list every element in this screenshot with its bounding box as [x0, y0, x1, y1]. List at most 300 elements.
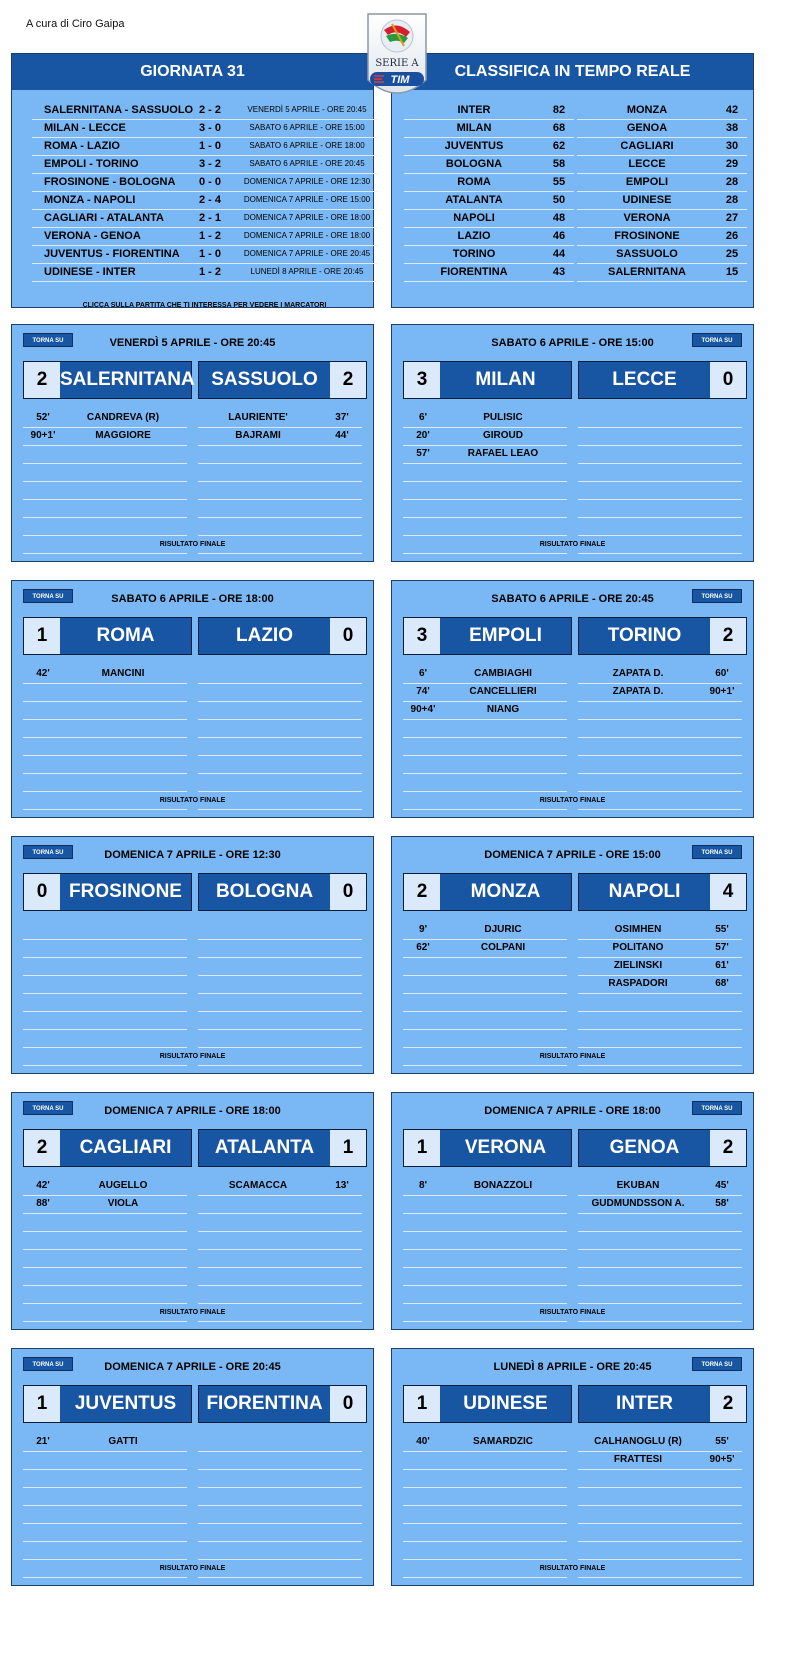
standings-row — [404, 119, 574, 138]
schedule-teams-link[interactable]: EMPOLI - TORINO — [44, 158, 139, 170]
home-scorer-row — [23, 1541, 187, 1560]
home-scorer-row — [23, 481, 187, 500]
final-result-label: RISULTATO FINALE — [539, 1565, 606, 1572]
away-team-box — [578, 873, 747, 911]
standings-row — [577, 209, 747, 228]
match-date: DOMENICA 7 APRILE - ORE 20:45 — [104, 1361, 281, 1373]
away-team-name: LAZIO — [236, 625, 293, 646]
schedule-score: 1 - 0 — [198, 140, 221, 152]
home-scorer-row — [23, 1011, 187, 1030]
schedule-teams-link[interactable]: FROSINONE - BOLOGNA — [44, 176, 176, 188]
away-scorer-row — [198, 1213, 362, 1232]
scorer-name: BONAZZOLI — [473, 1180, 533, 1191]
away-scorer-row — [578, 1195, 742, 1214]
schedule-teams-link[interactable]: ROMA - LAZIO — [44, 140, 120, 152]
standings-team: TORINO — [452, 248, 496, 260]
scorer-name: GATTI — [108, 1436, 138, 1447]
match-date: DOMENICA 7 APRILE - ORE 18:00 — [484, 1105, 661, 1117]
back-to-top-button[interactable]: TORNA SU — [692, 589, 742, 603]
scorer-name: DJURIC — [484, 924, 522, 935]
scorer-name: BAJRAMI — [235, 430, 281, 441]
final-result-label: RISULTATO FINALE — [539, 1309, 606, 1316]
standings-points: 27 — [725, 212, 739, 224]
standings-points: 55 — [552, 176, 566, 188]
schedule-teams-link[interactable]: VERONA - GENOA — [44, 230, 141, 242]
away-score: 1 — [330, 1130, 366, 1166]
home-scorer-row — [403, 975, 567, 994]
home-team-box — [23, 873, 192, 911]
match-date: DOMENICA 7 APRILE - ORE 12:30 — [104, 849, 281, 861]
away-scorer-row — [198, 1541, 362, 1560]
home-scorer-row — [403, 1433, 567, 1452]
home-team-box — [403, 617, 572, 655]
away-scorer-row — [578, 1451, 742, 1470]
schedule-row[interactable] — [32, 101, 377, 120]
away-scorer-row — [578, 481, 742, 500]
away-scorer-row — [578, 1541, 742, 1560]
away-team-box — [578, 361, 747, 399]
home-team-box — [23, 1129, 192, 1167]
standings-row — [577, 155, 747, 174]
standings-row — [404, 137, 574, 156]
away-scorer-row — [198, 1267, 362, 1286]
away-scorer-row — [578, 1029, 742, 1048]
standings-points: 62 — [552, 140, 566, 152]
standings-points: 28 — [725, 194, 739, 206]
standings-points: 50 — [552, 194, 566, 206]
back-to-top-button[interactable]: TORNA SU — [23, 845, 73, 859]
away-scorer-row — [578, 517, 742, 536]
standings-team: CAGLIARI — [620, 140, 674, 152]
away-scorer-row — [198, 1195, 362, 1214]
standings-row — [577, 263, 747, 282]
away-scorer-row — [198, 481, 362, 500]
scorer-name: SCAMACCA — [228, 1180, 288, 1191]
away-scorer-row — [578, 1505, 742, 1524]
schedule-score: 2 - 2 — [198, 104, 221, 116]
away-score: 4 — [710, 874, 746, 910]
away-scorer-row — [578, 683, 742, 702]
away-scorer-row — [578, 445, 742, 464]
match-date: DOMENICA 7 APRILE - ORE 15:00 — [484, 849, 661, 861]
home-scorer-row — [23, 1177, 187, 1196]
scorer-name: RAFAEL LEAO — [467, 448, 539, 459]
home-scorer-row — [23, 1267, 187, 1286]
home-team-name: UDINESE — [463, 1393, 548, 1414]
scorer-name: POLITANO — [612, 942, 664, 953]
home-scorer-row — [23, 1433, 187, 1452]
schedule-teams-link[interactable]: SALERNITANA - SASSUOLO — [44, 104, 194, 116]
scorer-minute: 60' — [715, 668, 729, 679]
away-scorer-row — [198, 1451, 362, 1470]
schedule-row[interactable] — [32, 119, 377, 138]
standings-team: BOLOGNA — [445, 158, 503, 170]
away-team-box — [198, 873, 367, 911]
home-scorer-row — [403, 683, 567, 702]
home-scorer-row — [403, 499, 567, 518]
schedule-teams-link[interactable]: MONZA - NAPOLI — [44, 194, 136, 206]
away-score: 2 — [330, 362, 366, 398]
standings-points: 26 — [725, 230, 739, 242]
scorer-minute: 6' — [419, 412, 427, 423]
away-scorer-row — [578, 1469, 742, 1488]
home-team-name: VERONA — [464, 1137, 547, 1158]
schedule-row[interactable] — [32, 245, 377, 264]
scorer-minute: 57' — [416, 448, 430, 459]
final-result-label: RISULTATO FINALE — [159, 1053, 226, 1060]
standings-points: 38 — [725, 122, 739, 134]
home-scorer-row — [403, 1011, 567, 1030]
schedule-score: 1 - 0 — [198, 248, 221, 260]
svg-text:SERIE A: SERIE A — [375, 58, 419, 69]
home-team-name: SALERNITANA — [60, 369, 195, 390]
schedule-teams-link[interactable]: CAGLIARI - ATALANTA — [44, 212, 164, 224]
home-scorer-row — [403, 773, 567, 792]
schedule-score: 2 - 4 — [198, 194, 221, 206]
schedule-title: GIORNATA 31 — [12, 54, 373, 90]
back-to-top-button[interactable]: TORNA SU — [23, 1101, 73, 1115]
scorer-minute: 62' — [416, 942, 430, 953]
schedule-teams-link[interactable]: MILAN - LECCE — [44, 122, 126, 134]
away-team-box — [198, 1385, 367, 1423]
back-to-top-button[interactable]: TORNA SU — [23, 589, 73, 603]
scorer-name: CALHANOGLU (R) — [594, 1436, 682, 1447]
standings-team: SALERNITANA — [607, 266, 686, 278]
schedule-row[interactable] — [32, 137, 377, 156]
away-scorer-row — [578, 1231, 742, 1250]
scorer-minute: 13' — [335, 1180, 349, 1191]
final-result-label: RISULTATO FINALE — [539, 797, 606, 804]
home-team-name: CAGLIARI — [79, 1137, 172, 1158]
match-date: SABATO 6 APRILE - ORE 18:00 — [111, 593, 274, 605]
scorer-minute: 90+4' — [410, 704, 436, 715]
standings-row — [404, 209, 574, 228]
away-scorer-row — [578, 993, 742, 1012]
home-scorer-row — [403, 1213, 567, 1232]
match-date: LUNEDÌ 8 APRILE - ORE 20:45 — [493, 1361, 652, 1373]
standings-team: FROSINONE — [614, 230, 680, 242]
away-scorer-row — [198, 1487, 362, 1506]
scorer-minute: 40' — [416, 1436, 430, 1447]
standings-title: CLASSIFICA IN TEMPO REALE — [392, 54, 753, 90]
away-scorer-row — [578, 921, 742, 940]
standings-row — [404, 245, 574, 264]
scorer-minute: 8' — [419, 1180, 427, 1191]
scorer-minute: 57' — [715, 942, 729, 953]
home-scorer-row — [403, 737, 567, 756]
scorer-name: PULISIC — [483, 412, 523, 423]
schedule-row[interactable] — [32, 155, 377, 174]
away-scorer-row — [578, 773, 742, 792]
svg-text:TIM: TIM — [390, 74, 410, 86]
match-panel — [391, 1092, 754, 1330]
schedule-note: CLICCA SULLA PARTITA CHE TI INTERESSA PER VEDERE I MARCATORI — [82, 302, 327, 309]
home-scorer-row — [403, 1177, 567, 1196]
back-to-top-button[interactable]: TORNA SU — [692, 845, 742, 859]
home-scorer-row — [23, 993, 187, 1012]
home-team-name: FROSINONE — [69, 881, 182, 902]
scorer-name: MAGGIORE — [95, 430, 151, 441]
scorer-minute: 68' — [715, 978, 729, 989]
standings-team: ATALANTA — [445, 194, 503, 206]
schedule-row[interactable] — [32, 191, 377, 210]
away-scorer-row — [198, 1029, 362, 1048]
home-team-box — [23, 617, 192, 655]
home-scorer-row — [23, 1213, 187, 1232]
schedule-score: 1 - 2 — [198, 230, 221, 242]
home-scorer-row — [23, 701, 187, 720]
home-scorer-row — [23, 665, 187, 684]
final-result-label: RISULTATO FINALE — [539, 541, 606, 548]
schedule-teams-link[interactable]: JUVENTUS - FIORENTINA — [44, 248, 180, 260]
home-scorer-row — [403, 517, 567, 536]
schedule-date: SABATO 6 APRILE - ORE 20:45 — [249, 159, 365, 168]
home-scorer-row — [403, 427, 567, 446]
home-score: 2 — [404, 874, 440, 910]
away-score: 0 — [710, 362, 746, 398]
schedule-score: 3 - 2 — [198, 158, 221, 170]
away-scorer-row — [578, 1011, 742, 1030]
away-scorer-row — [198, 409, 362, 428]
scorer-name: CANCELLIERI — [469, 686, 537, 697]
away-scorer-row — [198, 1523, 362, 1542]
serie-a-logo — [362, 10, 432, 106]
away-team-box — [578, 1385, 747, 1423]
home-scorer-row — [403, 957, 567, 976]
back-to-top-button[interactable]: TORNA SU — [23, 333, 73, 347]
standings-points: 25 — [725, 248, 739, 260]
scorer-name: CAMBIAGHI — [474, 668, 532, 679]
scorer-name: MANCINI — [101, 668, 145, 679]
home-scorer-row — [403, 1487, 567, 1506]
scorer-name: SAMARDZIC — [473, 1436, 533, 1447]
standings-team: MONZA — [626, 104, 668, 116]
home-scorer-row — [403, 755, 567, 774]
away-scorer-row — [578, 427, 742, 446]
home-scorer-row — [23, 1249, 187, 1268]
scorer-minute: 6' — [419, 668, 427, 679]
schedule-score: 3 - 0 — [198, 122, 221, 134]
scorer-minute: 45' — [715, 1180, 729, 1191]
back-to-top-button[interactable]: TORNA SU — [692, 333, 742, 347]
home-scorer-row — [23, 517, 187, 536]
away-team-box — [198, 1129, 367, 1167]
home-scorer-row — [403, 1505, 567, 1524]
standings-points: 58 — [552, 158, 566, 170]
standings-row — [577, 245, 747, 264]
standings-row — [577, 191, 747, 210]
standings-row — [404, 227, 574, 246]
home-team-name: MONZA — [470, 881, 541, 902]
schedule-date: SABATO 6 APRILE - ORE 15:00 — [249, 123, 365, 132]
home-scorer-row — [23, 975, 187, 994]
home-score: 2 — [24, 362, 60, 398]
away-team-name: NAPOLI — [608, 881, 681, 902]
home-scorer-row — [403, 445, 567, 464]
home-scorer-row — [23, 445, 187, 464]
home-scorer-row — [403, 1451, 567, 1470]
schedule-row[interactable] — [32, 227, 377, 246]
standings-points: 28 — [725, 176, 739, 188]
home-scorer-row — [23, 463, 187, 482]
home-scorer-row — [403, 1249, 567, 1268]
home-scorer-row — [23, 719, 187, 738]
scorer-name: NIANG — [486, 704, 520, 715]
away-scorer-row — [198, 1231, 362, 1250]
home-scorer-row — [23, 1285, 187, 1304]
standings-team: ROMA — [457, 176, 491, 188]
home-scorer-row — [403, 921, 567, 940]
standings-row — [404, 191, 574, 210]
home-score: 1 — [404, 1130, 440, 1166]
away-scorer-row — [198, 773, 362, 792]
away-scorer-row — [198, 499, 362, 518]
scorer-name: ZIELINSKI — [613, 960, 663, 971]
home-scorer-row — [23, 1029, 187, 1048]
schedule-row[interactable] — [32, 173, 377, 192]
standings-row — [577, 173, 747, 192]
away-score: 0 — [330, 1386, 366, 1422]
home-scorer-row — [403, 993, 567, 1012]
back-to-top-button[interactable]: TORNA SU — [692, 1101, 742, 1115]
scorer-name: COLPANI — [480, 942, 526, 953]
home-scorer-row — [23, 427, 187, 446]
scorer-minute: 42' — [36, 668, 50, 679]
home-scorer-row — [403, 1523, 567, 1542]
back-to-top-button[interactable]: TORNA SU — [23, 1357, 73, 1371]
away-team-name: BOLOGNA — [215, 881, 314, 902]
away-scorer-row — [578, 975, 742, 994]
home-team-box — [403, 1385, 572, 1423]
home-scorer-row — [403, 1541, 567, 1560]
scorer-minute: 9' — [419, 924, 427, 935]
schedule-date: DOMENICA 7 APRILE - ORE 20:45 — [243, 249, 371, 258]
standings-team: UDINESE — [622, 194, 672, 206]
scorer-name: VIOLA — [107, 1198, 139, 1209]
back-to-top-button[interactable]: TORNA SU — [692, 1357, 742, 1371]
scorer-name: ZAPATA D. — [612, 686, 664, 697]
standings-team: FIORENTINA — [440, 266, 508, 278]
away-scorer-row — [198, 921, 362, 940]
home-score: 1 — [24, 618, 60, 654]
away-score: 2 — [710, 1130, 746, 1166]
match-panel — [391, 1348, 754, 1586]
away-scorer-row — [578, 755, 742, 774]
standings-points: 44 — [552, 248, 566, 260]
away-scorer-row — [578, 939, 742, 958]
standings-team: GENOA — [626, 122, 668, 134]
home-scorer-row — [403, 1469, 567, 1488]
standings-points: 48 — [552, 212, 566, 224]
away-scorer-row — [198, 1177, 362, 1196]
away-scorer-row — [578, 737, 742, 756]
away-scorer-row — [198, 1469, 362, 1488]
match-panel — [391, 580, 754, 818]
scorer-minute: 90+1' — [30, 430, 56, 441]
home-team-box — [23, 361, 195, 399]
match-panel — [11, 1092, 374, 1330]
schedule-date: DOMENICA 7 APRILE - ORE 15:00 — [243, 195, 371, 204]
standings-team: EMPOLI — [625, 176, 669, 188]
standings-row — [577, 137, 747, 156]
scorer-name: GIROUD — [483, 430, 523, 441]
schedule-row[interactable] — [32, 209, 377, 228]
away-scorer-row — [198, 665, 362, 684]
scorer-minute: 61' — [715, 960, 729, 971]
away-team-name: SASSUOLO — [211, 369, 318, 390]
away-scorer-row — [198, 445, 362, 464]
home-scorer-row — [23, 921, 187, 940]
away-scorer-row — [198, 1249, 362, 1268]
scorer-minute: 55' — [715, 924, 729, 935]
away-scorer-row — [198, 701, 362, 720]
away-scorer-row — [198, 719, 362, 738]
away-scorer-row — [578, 463, 742, 482]
home-score: 3 — [404, 618, 440, 654]
home-scorer-row — [23, 1469, 187, 1488]
away-scorer-row — [578, 1523, 742, 1542]
away-team-name: INTER — [616, 1393, 673, 1414]
away-scorer-row — [198, 1505, 362, 1524]
home-score: 1 — [404, 1386, 440, 1422]
home-scorer-row — [23, 773, 187, 792]
scorer-name: LAURIENTE' — [228, 412, 288, 423]
match-date: DOMENICA 7 APRILE - ORE 18:00 — [104, 1105, 281, 1117]
home-scorer-row — [403, 1267, 567, 1286]
home-team-name: ROMA — [96, 625, 155, 646]
standings-team: LECCE — [628, 158, 666, 170]
standings-row — [577, 227, 747, 246]
schedule-date: DOMENICA 7 APRILE - ORE 18:00 — [243, 231, 371, 240]
match-date: SABATO 6 APRILE - ORE 15:00 — [491, 337, 654, 349]
home-score: 1 — [24, 1386, 60, 1422]
away-team-box — [198, 617, 367, 655]
home-score: 2 — [24, 1130, 60, 1166]
scorer-minute: 21' — [36, 1436, 50, 1447]
standings-points: 43 — [552, 266, 566, 278]
scorer-minute: 88' — [36, 1198, 50, 1209]
home-scorer-row — [23, 1523, 187, 1542]
home-scorer-row — [23, 683, 187, 702]
schedule-date: VENERDÌ 5 APRILE - ORE 20:45 — [247, 105, 367, 114]
home-scorer-row — [403, 939, 567, 958]
home-scorer-row — [403, 1029, 567, 1048]
schedule-row[interactable] — [32, 263, 377, 282]
home-team-box — [403, 1129, 572, 1167]
away-scorer-row — [578, 1285, 742, 1304]
final-result-label: RISULTATO FINALE — [159, 541, 226, 548]
scorer-minute: 52' — [36, 412, 50, 423]
away-scorer-row — [578, 1213, 742, 1232]
match-date: SABATO 6 APRILE - ORE 20:45 — [491, 593, 654, 605]
standings-points: 46 — [552, 230, 566, 242]
home-scorer-row — [403, 1231, 567, 1250]
standings-row — [577, 119, 747, 138]
home-scorer-row — [23, 1505, 187, 1524]
schedule-teams-link[interactable]: UDINESE - INTER — [44, 266, 136, 278]
away-scorer-row — [578, 1487, 742, 1506]
standings-team: JUVENTUS — [444, 140, 504, 152]
home-scorer-row — [403, 665, 567, 684]
match-date: VENERDÌ 5 APRILE - ORE 20:45 — [109, 337, 276, 349]
schedule-date: DOMENICA 7 APRILE - ORE 12:30 — [243, 177, 371, 186]
away-score: 2 — [710, 618, 746, 654]
away-scorer-row — [198, 755, 362, 774]
home-team-box — [403, 361, 572, 399]
match-panel — [391, 324, 754, 562]
home-team-name: JUVENTUS — [74, 1393, 177, 1414]
away-score: 2 — [710, 1386, 746, 1422]
